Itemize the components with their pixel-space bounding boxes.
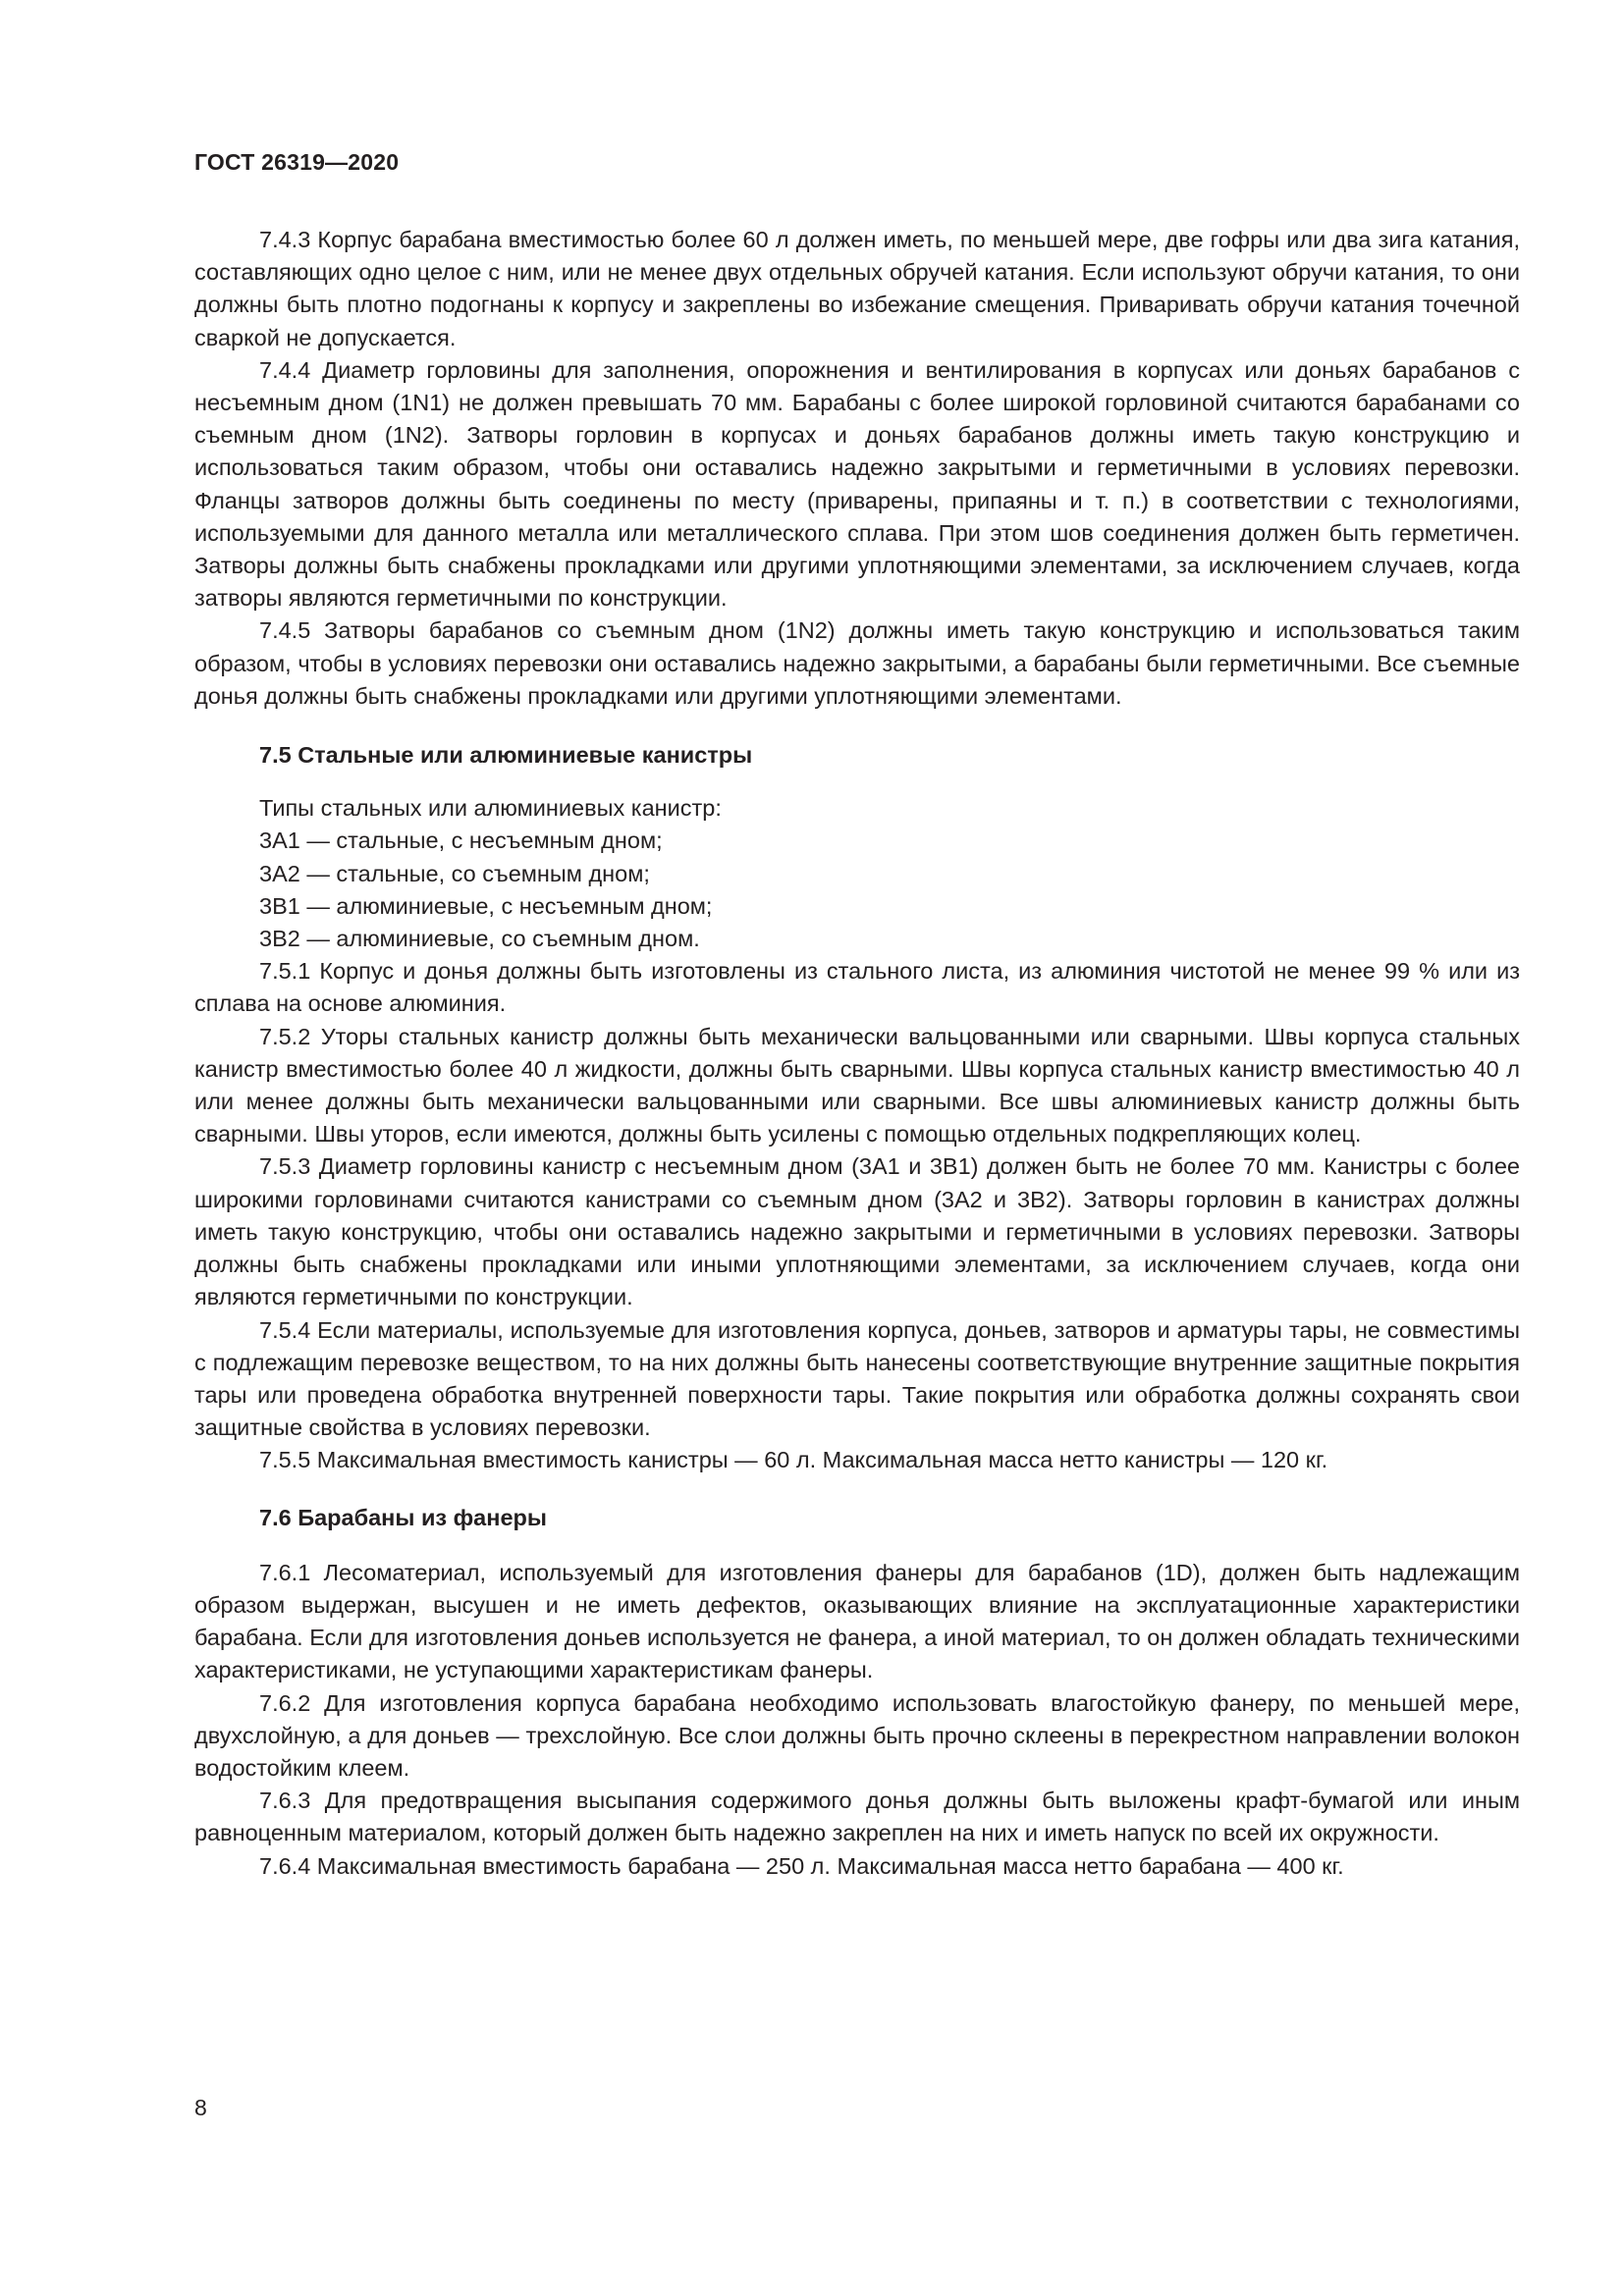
paragraph-7-5-4: 7.5.4 Если материалы, используемые для изготовления корпуса, доньев, затворов и арматуры тары, не совместимы с подлежащим перевозке веществом, то на них должны быть нанесены соответствующие внутренние защитные покрытия тары или проведена обработка внутренней поверхности тары. Такие покрытия или обработка должны сохранять свои защитные свойства в условиях перевозки. <box>194 1316 1520 1441</box>
paragraph-7-6-2: 7.6.2 Для изготовления корпуса барабана необходимо использовать влагостойкую фанеру, по меньшей мере, двухслойную, а для доньев — трехслойную. Все слои должны быть прочно склеены в перекрестном направлении волокон водостойким клеем. <box>194 1689 1520 1781</box>
type-item-3b2: 3В2 — алюминиевые, со съемным дном. <box>259 926 700 952</box>
paragraph-7-4-5: 7.4.5 Затворы барабанов со съемным дном (1N2) должны иметь такую конструкцию и использоваться таким образом, чтобы в условиях перевозки они оставались надежно закрытыми, а барабаны были герметичными. Все съемные донья должны быть снабжены прокладками или другими уплотняющими элементами. <box>194 617 1520 709</box>
types-intro: Типы стальных или алюминиевых канистр: <box>259 795 722 822</box>
paragraph-7-5-3: 7.5.3 Диаметр горловины канистр с несъемным дном (3А1 и 3В1) должен быть не более 70 мм. Канистры с более широкими горловинами считаются канистрами со съемным дном (3А2 и 3В2). Затворы горловин в канистрах должны иметь такую конструкцию, чтобы они оставались надежно закрытыми и герметичными в условиях перевозки. Затворы должны быть снабжены прокладками или иными уплотняющими элементами, за исключением случаев, когда они являются герметичными по конструкции. <box>194 1153 1520 1310</box>
paragraph-7-5-5: 7.5.5 Максимальная вместимость канистры — 60 л. Максимальная масса нетто канистры — 120 кг. <box>259 1447 1328 1473</box>
paragraph-7-5-2: 7.5.2 Уторы стальных канистр должны быть механически вальцованными или сварными. Швы корпуса стальных канистр вместимостью более 40 л жидкости, должны быть сварными. Швы корпуса стальных канистр вместимостью 40 л или менее должны быть механически вальцованными или сварными. Все швы алюминиевых канистр должны быть сварными. Швы уторов, если имеются, должны быть усилены с помощью отдельных подкрепляющих колец. <box>194 1023 1520 1148</box>
paragraph-7-4-3: 7.4.3 Корпус барабана вместимостью более 60 л должен иметь, по меньшей мере, две гофры или два зига катания, составляющих одно целое с ним, или не менее двух отдельных обручей катания. Если используют обручи катания, то они должны быть плотно подогнаны к корпусу и закреплены во избежание смещения. Приваривать обручи катания точечной сваркой не допускается. <box>194 227 1520 350</box>
page-number: 8 <box>194 2095 207 2120</box>
type-item-3a1: 3А1 — стальные, с несъемным дном; <box>259 828 663 854</box>
type-item-3b1: 3В1 — алюминиевые, с несъемным дном; <box>259 892 713 919</box>
section-heading-7-5: 7.5 Стальные или алюминиевые канистры <box>259 742 753 769</box>
section-heading-7-6: 7.6 Барабаны из фанеры <box>259 1504 547 1530</box>
paragraph-7-6-3: 7.6.3 Для предотвращения высыпания содержимого донья должны быть выложены крафт-бумагой или иным равноценным материалом, который должен быть надежно закреплен на них и иметь напуск по всей их окружности. <box>194 1788 1520 1846</box>
paragraph-7-6-1: 7.6.1 Лесоматериал, используемый для изготовления фанеры для барабанов (1D), должен быть надлежащим образом выдержан, высушен и не иметь дефектов, оказывающих влияние на эксплуатационные характеристики барабана. Если для изготовления доньев используется не фанера, а иной материал, то он должен обладать техническими характеристиками, не уступающими характеристикам фанеры. <box>194 1559 1520 1683</box>
document-body <box>194 224 1520 1883</box>
paragraph-7-6-4: 7.6.4 Максимальная вместимость барабана — 250 л. Максимальная масса нетто барабана — 400 кг. <box>259 1852 1344 1879</box>
page-header: ГОСТ 26319—2020 <box>194 149 400 175</box>
type-item-3a2: 3А2 — стальные, со съемным дном; <box>259 860 650 886</box>
paragraph-7-5-1: 7.5.1 Корпус и донья должны быть изготовлены из стального листа, из алюминия чистотой не менее 99 % или из сплава на основе алюминия. <box>194 958 1520 1017</box>
paragraph-7-4-4: 7.4.4 Диаметр горловины для заполнения, опорожнения и вентилирования в корпусах или доньях барабанов с несъемным дном (1N1) не должен превышать 70 мм. Барабаны с более широкой горловиной считаются барабанами со съемным дном (1N2). Затворы горловин в корпусах и доньях барабанов должны иметь такую конструкцию и использоваться таким образом, чтобы они оставались надежно закрытыми и герметичными в условиях перевозки. Фланцы затворов должны быть соединены по месту (приварены, припаяны и т. п.) в соответствии с технологиями, используемыми для данного металла или металлического сплава. При этом шов соединения должен быть герметичен. Затворы должны быть снабжены прокладками или другими уплотняющими элементами, за исключением случаев, когда затворы являются герметичными по конструкции. <box>194 356 1520 612</box>
